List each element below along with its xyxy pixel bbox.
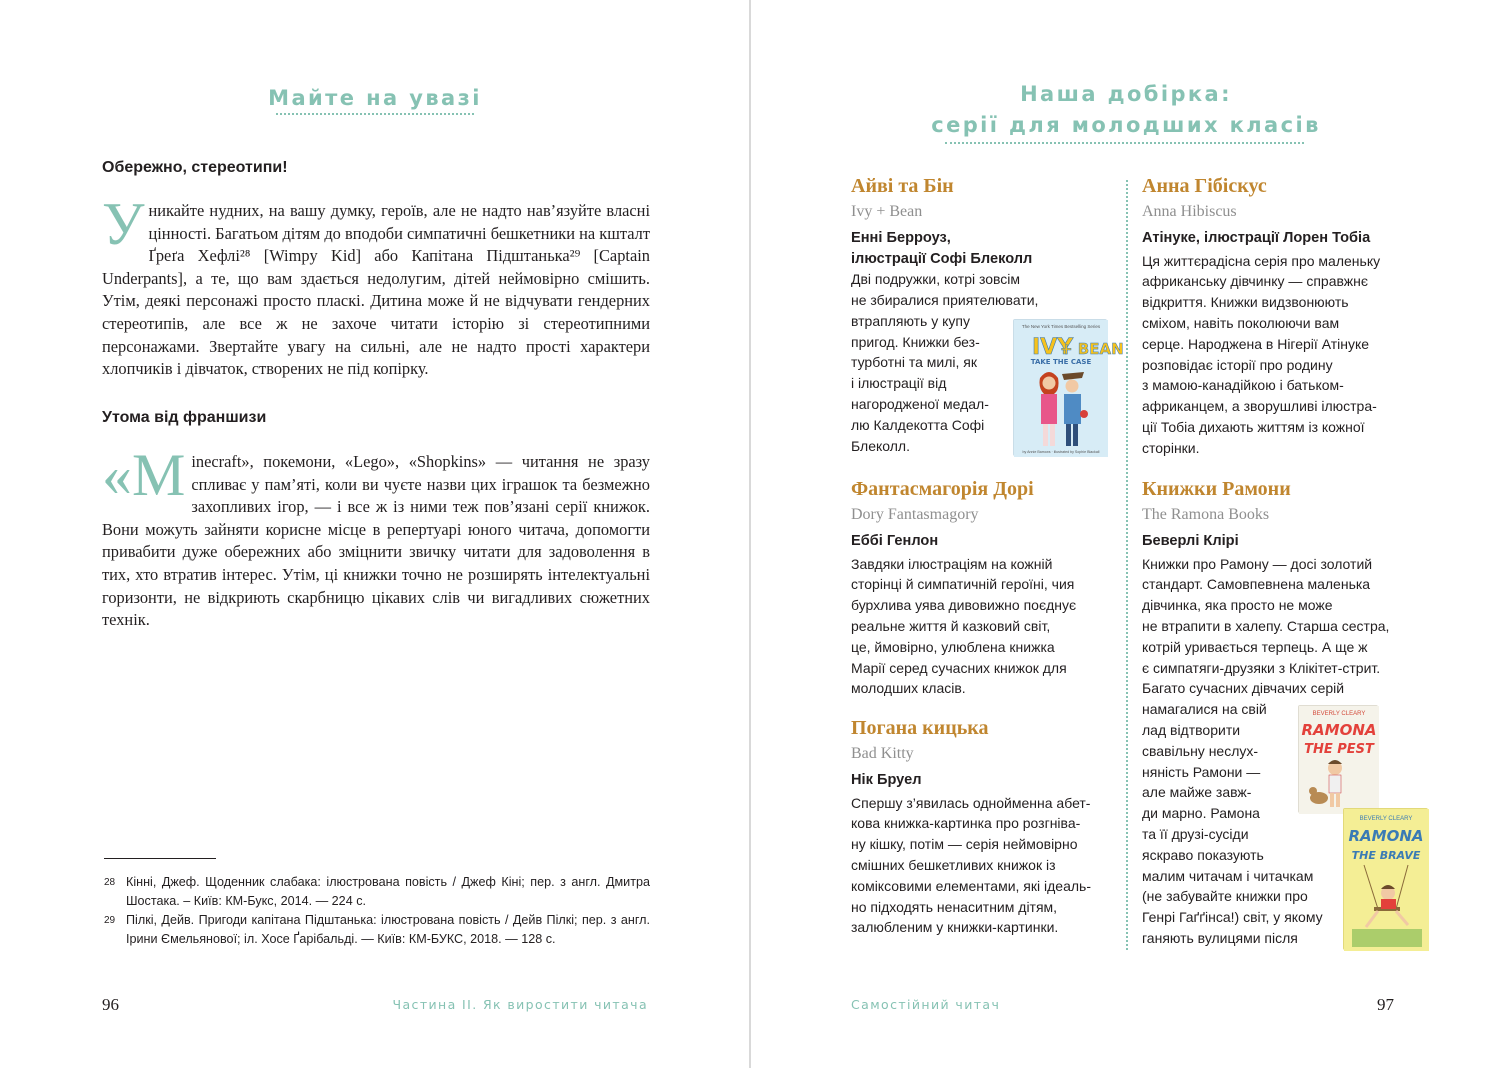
page-number-left: 96 — [102, 995, 119, 1014]
dropcap: «М — [102, 442, 186, 508]
cover-title-line2: THE BRAVE — [1351, 849, 1421, 862]
desc-line: лю Калдекотта Софі — [851, 416, 985, 433]
desc-line: Спершу з’явилась однойменна абет- — [851, 794, 1091, 811]
cover-blurb: The New York Times Bestselling Series — [1021, 324, 1101, 329]
desc-line: лад відтворити — [1142, 721, 1241, 738]
paragraph-stereotypes — [102, 191, 650, 381]
desc-line: ну кішку, потім — серія неймовірно — [851, 836, 1078, 853]
desc-line: стандарт. Самовпевнена маленька — [1142, 576, 1371, 593]
desc-line: смішних бешкетливих книжок із — [851, 856, 1056, 873]
book-title: Фантасмагорія Дорі — [851, 478, 1034, 500]
book-author-line: ілюстрації Софі Блеколл — [851, 250, 1033, 267]
book-author — [851, 228, 1113, 269]
cover-title-line2: THE PEST — [1304, 742, 1374, 757]
desc-line: Марії серед сучасних книжок для — [851, 659, 1067, 676]
desc-line: реальне життя й казковий світ, — [851, 617, 1051, 634]
footnote-text: Кінні, Джеф. Щоденник слабака: ілюстрована повість / Джеф Кіні; пер. з англ. Дмитра Шостака. – Київ: КМ-Букс, 2014. — 224 с. — [126, 875, 650, 908]
cover-title-line1: RAMONA — [1348, 827, 1424, 845]
desc-line: молодших класів. — [851, 680, 966, 697]
footnote-29 — [104, 911, 650, 949]
desc-line: відкриття. Книжки видзвонюють — [1142, 294, 1349, 311]
desc-line: є симпатяги-друзяки з Клікітет-стрит. — [1142, 659, 1381, 676]
desc-line: Книжки про Рамону — досі золотий — [1142, 555, 1373, 572]
left-title-rule — [276, 113, 474, 115]
footnote-text: Пілкі, Дейв. Пригоди капітана Підштанька: ілюстрована повість / Дейв Пілкі; пер. з англ. Ірини Ємельянової; іл. Хосе Ґарібальді. — Київ: КМ-БУКС, 2018. — 128 с. — [126, 913, 650, 946]
book-description — [851, 554, 1121, 700]
right-section-title-line1: Наша добірка: — [1020, 82, 1232, 106]
heading-franchise: Утома від франшизи — [102, 409, 267, 426]
desc-line: сторінці й симпатичній героїні, чия — [851, 576, 1075, 593]
paragraph-franchise — [102, 442, 650, 632]
desc-line: з мамою-канадійкою і батьком- — [1142, 377, 1344, 394]
book-title: Анна Гібіскус — [1142, 175, 1267, 197]
book-author: Нік Бруел — [851, 772, 922, 788]
footnote-rule — [104, 858, 216, 859]
desc-line: розповідає історії про родину — [1142, 356, 1333, 373]
paragraph-text: inecraft», покемони, «Lego», «Shopkins» — читання не зразу спливає у пам’яті, коли ви чуєте назви цих іграшок та безмежно захопливих ігор, — і все ж із ними теж пов’язані серії книжок. Вони можуть зайняти корисне місце в репертуарі юного читача, допомогти привабити дуже обережних або зміцнити звичку читати для задоволення в тих, хто втратив інтерес. Утім, ці книжки точно не розширять інтелектуальні горизонти, не відкриють скарбницю цікавих слів чи вигадливих сюжетних технік. — [102, 452, 650, 630]
desc-line: це, ймовірно, улюблена книжка — [851, 638, 1055, 655]
footnote-number: 29 — [104, 915, 116, 926]
cover-author: BEVERLY CLEARY — [1312, 711, 1366, 717]
desc-line: бурхлива уява дивовижно поєднує — [851, 597, 1077, 614]
book-author: Атінуке, ілюстрації Лорен Тобіа — [1142, 230, 1371, 246]
cover-brave-art — [1344, 809, 1429, 951]
footnote-number: 28 — [104, 877, 116, 888]
heading-stereotypes: Обережно, стереотипи! — [102, 159, 288, 176]
right-section-title-line2: серії для молодших класів — [931, 113, 1321, 137]
book-title: Книжки Рамони — [1142, 478, 1291, 500]
desc-line: турботні та милі, як — [851, 354, 977, 371]
desc-line: і ілюстрації від — [851, 375, 947, 392]
book-author: Еббі Генлон — [851, 533, 939, 549]
cover-ivy-bean — [1013, 319, 1124, 456]
book-description — [851, 793, 1121, 939]
cover-credits: by Annie Barrows · illustrated by Sophie Blackall — [1022, 450, 1100, 454]
desc-line: ганяють вулицями після — [1142, 929, 1298, 946]
desc-line: не збиралися приятелювати, — [851, 291, 1039, 308]
book-dory — [851, 476, 1121, 699]
desc-line: ції Тобіа дихають життям із кожної — [1142, 418, 1365, 435]
cover-pest-art — [1299, 706, 1379, 814]
desc-line: але майже завж- — [1142, 784, 1252, 801]
desc-line: малим читачам і читачкам — [1142, 867, 1314, 884]
running-head-left: Частина ІІ. Як виростити читача — [392, 997, 648, 1012]
book-title: Айві та Бін — [851, 175, 954, 197]
desc-line: залюбленим у книжки-картинки. — [851, 919, 1059, 936]
cover-title-bean: + BEAN — [1060, 340, 1124, 358]
desc-line: кова книжка-картинка про розгніва- — [851, 815, 1081, 832]
book-author: Беверлі Клірі — [1142, 533, 1239, 549]
desc-line: серце. Народжена в Нігерії Атінуке — [1142, 335, 1370, 352]
cover-title-line1: RAMONA — [1301, 721, 1377, 739]
desc-line: та її друзі-сусіди — [1142, 825, 1249, 842]
desc-line: намагалися на свій — [1142, 701, 1267, 718]
desc-line: Генрі Гаґґінса!) світ, у якому — [1142, 909, 1323, 926]
book-author-line: Енні Берроуз, — [851, 230, 951, 246]
book-title: Погана кицька — [851, 717, 989, 739]
book-original-title: The Ramona Books — [1142, 506, 1270, 523]
page-number-right: 97 — [1377, 995, 1394, 1014]
right-page — [751, 0, 1500, 1068]
desc-line: Багато сучасних дівчачих серій — [1142, 680, 1345, 697]
desc-line: но підходять ненаситним дітям, — [851, 898, 1058, 915]
paragraph-text: никайте нудних, на вашу думку, героїв, але не надто нав’язуйте власні цінності. Багатьом дітям до вподоби симпатичні бешкетники на кшталт Ґреґа Хефлі²⁸ [Wimpy Kid] або Капітана Підштанька²⁹ [Captain Underpants], а те, що вам здається недолугим, дітей неймовірно смішить. Утім, деякі персонажі просто пласкі. Дитина може й не відчувати гендерних стереотипів, але все ж не захоче читати історію зі стереотипними персонажами. Звертайте увагу на сильні, але не надто прості характери хлопчиків і дівчаток, створених не під копірку. — [102, 201, 650, 379]
right-title-rule — [945, 142, 1304, 144]
desc-line: сторінки. — [1142, 439, 1200, 456]
desc-line: африканську дівчинку — справжнє — [1142, 273, 1368, 290]
book-anna-hibiscus — [1142, 173, 1412, 459]
desc-line: африканцем, а зворушливі ілюстра- — [1142, 398, 1377, 415]
desc-line: яскраво показують — [1142, 846, 1264, 863]
book-original-title: Bad Kitty — [851, 745, 914, 762]
cover-title-ivy: IVY — [1032, 335, 1074, 360]
desc-line: коміксовими елементами, які ідеаль- — [851, 877, 1091, 894]
cover-ramona-pest — [1298, 705, 1378, 813]
book-bad-kitty — [851, 715, 1121, 938]
book-original-title: Dory Fantasmagory — [851, 506, 979, 523]
book-original-title: Anna Hibiscus — [1142, 203, 1237, 220]
desc-line: котрій уривається терпець. А ще ж — [1142, 638, 1368, 655]
book-description — [1142, 251, 1412, 459]
cover-author: BEVERLY CLEARY — [1359, 816, 1413, 822]
desc-line: Ця життєрадісна серія про маленьку — [1142, 252, 1381, 269]
cover-ramona-brave — [1343, 808, 1428, 950]
dropcap: У — [102, 191, 145, 257]
desc-line: сміхом, навіть поколюючи вам — [1142, 314, 1340, 331]
desc-line: ди марно. Рамона — [1142, 805, 1260, 822]
desc-line: не втрапити в халепу. Старша сестра, — [1142, 617, 1390, 634]
desc-line: нагородженої медал- — [851, 395, 989, 412]
desc-line: няність Рамони — — [1142, 763, 1261, 780]
desc-line: (не забувайте книжки про — [1142, 888, 1308, 905]
cover-subtitle: TAKE THE CASE — [1030, 358, 1092, 366]
desc-line: втрапляють у купу — [851, 312, 970, 329]
cover-ivy-art — [1014, 320, 1124, 457]
footnote-28 — [104, 873, 650, 911]
desc-line: Завдяки ілюстраціям на кожній — [851, 555, 1053, 572]
desc-line: Дві подружки, котрі зовсім — [851, 271, 1021, 288]
desc-line: дівчинка, яка просто не може — [1142, 597, 1333, 614]
running-head-right: Самостійний читач — [851, 997, 1001, 1012]
left-section-title: Майте на увазі — [268, 86, 482, 110]
desc-line: пригод. Книжки без- — [851, 333, 980, 350]
desc-line: свавільну неслух- — [1142, 742, 1259, 759]
left-page — [0, 0, 749, 1068]
desc-line: Блеколл. — [851, 437, 910, 454]
book-original-title: Ivy + Bean — [851, 203, 923, 220]
column-divider — [1126, 180, 1128, 950]
